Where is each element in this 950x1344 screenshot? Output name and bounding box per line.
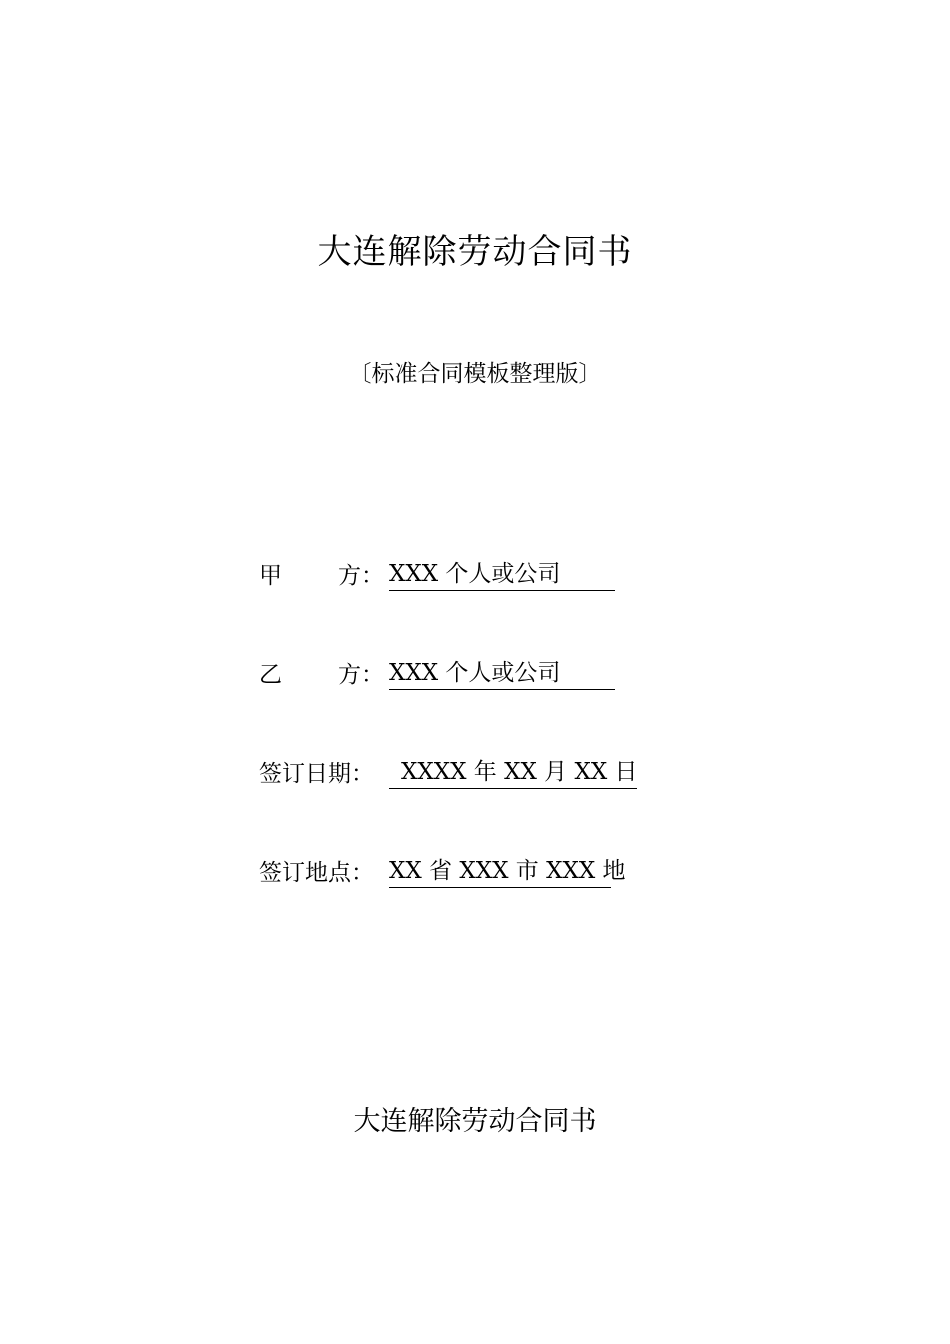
sign-place-label: 签订地点：	[259, 860, 374, 886]
sign-date-value: XXXX 年 XX 月 XX 日	[389, 756, 637, 789]
document-subtitle: 〔标准合同模板整理版〕	[348, 361, 602, 387]
party-a-value: XXX 个人或公司	[389, 558, 615, 591]
party-b-value: XXX 个人或公司	[389, 657, 615, 690]
sign-place-value: XX 省 XXX 市 XXX 地	[389, 855, 611, 888]
party-a-label-first: 甲	[259, 563, 282, 589]
party-b-label-second: 方：	[338, 662, 384, 688]
body-title: 大连解除劳动合同书	[353, 1106, 597, 1137]
party-a-label-second: 方：	[338, 563, 384, 589]
sign-date-label: 签订日期：	[259, 761, 374, 787]
party-b-label-first: 乙	[259, 662, 282, 688]
document-title: 大连解除劳动合同书	[317, 232, 633, 272]
